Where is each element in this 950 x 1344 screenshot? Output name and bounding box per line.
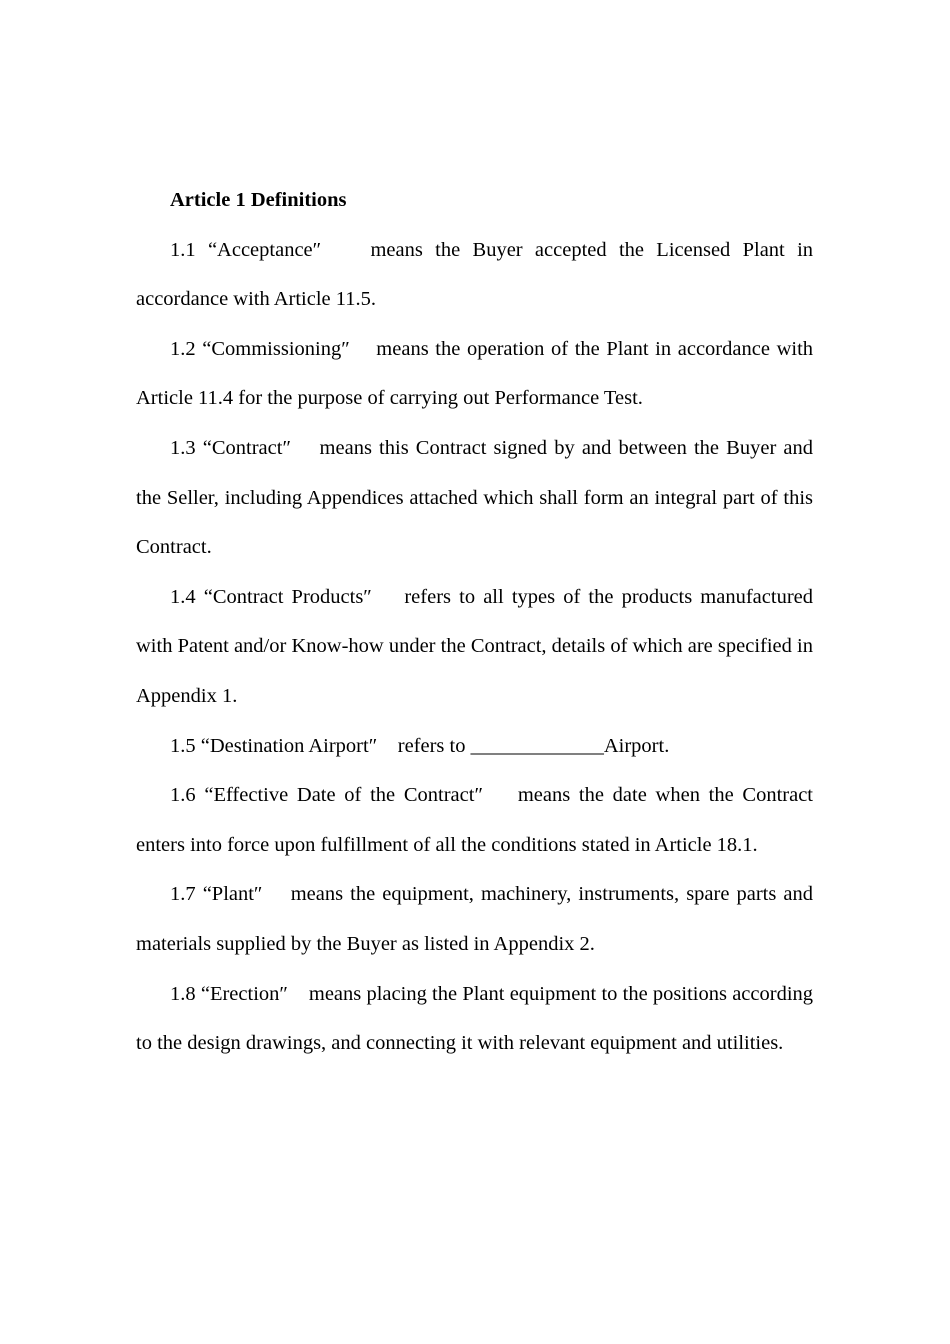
defined-term: “Commissioning″ — [202, 337, 350, 360]
clause-1-6 — [136, 771, 813, 870]
article-heading: Article 1 Definitions — [170, 189, 347, 211]
clause-text: means this Contract signed by and between the Buyer and the Seller, including Appendices attached which shall form an integral part of this Contract. — [136, 436, 814, 559]
defined-term: “Acceptance″ — [207, 238, 322, 261]
defined-term: “Contract″ — [202, 436, 291, 459]
clause-number: 1.1 — [170, 238, 196, 261]
clause-1-7 — [136, 870, 813, 969]
clause-text: refers to all types of the products manufactured with Patent and/or Know-how under the Contract, details of which are specified in Appendix 1. — [136, 585, 813, 707]
clause-text: means the Buyer accepted the Licensed Plant in accordance with Article 11.5. — [136, 238, 814, 311]
defined-term: “Contract Products″ — [203, 585, 372, 608]
clause-1-1 — [136, 226, 813, 325]
clause-number: 1.5 — [170, 734, 196, 757]
clause-text: means placing the Plant equipment to the positions according to the design drawings, and connecting it with relevant equipment and utilities. — [136, 982, 814, 1055]
clause-text: refers to _____________Airport. — [397, 734, 670, 757]
defined-term: “Erection″ — [200, 982, 288, 1005]
clause-number: 1.8 — [170, 982, 196, 1005]
clause-text: means the operation of the Plant in accordance with Article 11.4 for the purpose of carrying out Performance Test. — [136, 337, 814, 410]
clause-number: 1.3 — [170, 436, 196, 459]
clause-1-3 — [136, 424, 813, 573]
defined-term: “Effective Date of the Contract″ — [204, 784, 483, 807]
clause-number: 1.2 — [170, 337, 196, 360]
clause-number: 1.4 — [170, 585, 196, 608]
defined-term: “Plant″ — [202, 883, 263, 906]
clause-number: 1.7 — [170, 883, 196, 906]
clause-1-5 — [136, 722, 813, 772]
clause-1-8 — [136, 970, 813, 1069]
clause-1-4 — [136, 573, 813, 722]
clause-1-2 — [136, 325, 813, 424]
clause-text: means the equipment, machinery, instruments, spare parts and materials supplied by the Buyer as listed in Appendix 2. — [136, 883, 814, 955]
defined-term: “Destination Airport″ — [200, 734, 378, 757]
article-body — [136, 176, 813, 1069]
clause-text: means the date when the Contract enters into force upon fulfillment of all the conditions stated in Article 18.1. — [136, 784, 813, 856]
clause-number: 1.6 — [170, 784, 196, 807]
